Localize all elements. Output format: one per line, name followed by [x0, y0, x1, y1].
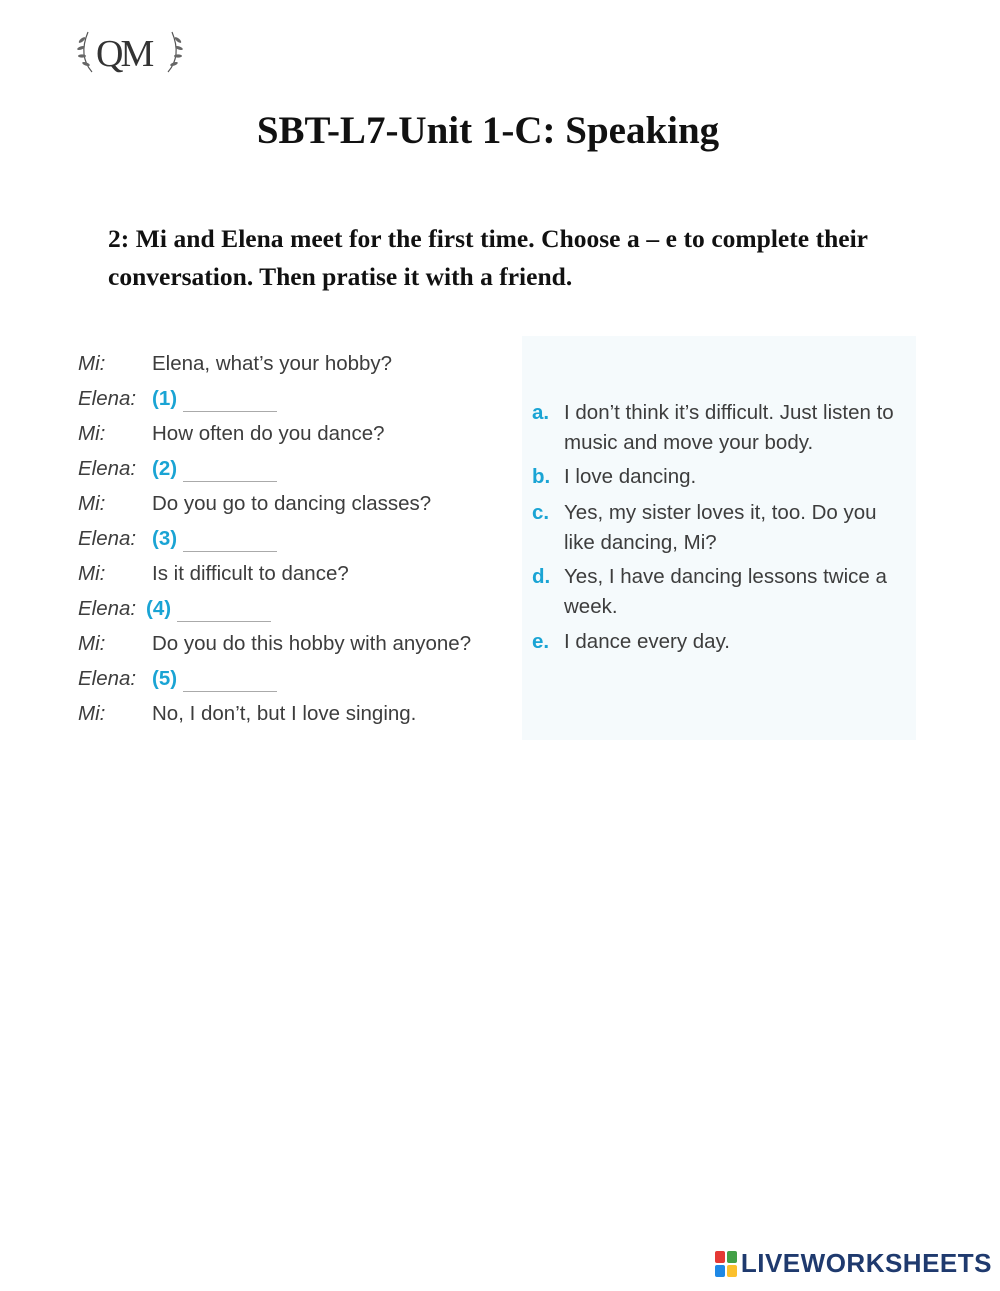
gap-number: (2) [152, 456, 178, 480]
speaker-label: Elena: [78, 386, 137, 410]
dialogue-text: Is it difficult to dance? [152, 561, 349, 585]
option-text: I dance every day. [564, 630, 730, 653]
dialogue-line [78, 591, 518, 626]
answer-blank-2[interactable] [183, 461, 277, 482]
dialogue-line [78, 626, 518, 661]
answer-blank-3[interactable] [183, 531, 277, 552]
dialogue-text: No, I don’t, but I love singing. [152, 701, 417, 725]
speaker-label: Elena: [78, 666, 137, 690]
dialogue-text: Do you go to dancing classes? [152, 491, 432, 515]
option-c [532, 498, 912, 558]
speaker-label: Elena: [78, 596, 137, 620]
logo-text: QM [96, 33, 152, 75]
gap-number: (3) [152, 526, 178, 550]
dialogue-text: Do you do this hobby with anyone? [152, 631, 472, 655]
answer-blank-1[interactable] [183, 391, 277, 412]
option-a [532, 398, 912, 458]
gap-number: (4) [146, 596, 172, 620]
dialogue-line [78, 696, 518, 731]
liveworksheets-icon [715, 1251, 737, 1277]
exercise-instruction: 2: Mi and Elena meet for the first time. Choose a – e to complete their conversation. Then pratise it with a friend. [108, 224, 868, 291]
gap-number: (5) [152, 666, 178, 690]
liveworksheets-logo [715, 1248, 992, 1279]
option-text: I don’t think it’s difficult. Just listen to music and move your body. [564, 401, 894, 454]
option-b [532, 462, 912, 492]
speaker-label: Mi: [78, 631, 106, 655]
speaker-label: Elena: [78, 526, 137, 550]
dialogue-text: How often do you dance? [152, 421, 385, 445]
option-text: I love dancing. [564, 465, 697, 488]
dialogue-line [78, 346, 518, 381]
options-box [522, 336, 916, 740]
speaker-label: Mi: [78, 561, 106, 585]
gap-number: (1) [152, 386, 178, 410]
option-text: Yes, my sister loves it, too. Do you like dancing, Mi? [564, 501, 877, 554]
dialogue-line [78, 556, 518, 591]
option-letter: e. [532, 630, 550, 653]
brand-text: LIVEWORKSHEETS [740, 1248, 992, 1278]
option-e [532, 627, 912, 657]
dialogue-line [78, 486, 518, 521]
answer-blank-5[interactable] [183, 671, 277, 692]
speaker-label: Mi: [78, 351, 106, 375]
dialogue-line [78, 521, 518, 556]
speaker-label: Mi: [78, 701, 106, 725]
option-letter: a. [532, 401, 550, 424]
option-d [532, 562, 912, 622]
page-title: SBT-L7-Unit 1-C: Speaking [256, 109, 720, 152]
dialogue-text: Elena, what’s your hobby? [152, 351, 393, 375]
option-letter: c. [532, 501, 550, 524]
conversation [78, 346, 518, 731]
dialogue-line [78, 381, 518, 416]
qm-logo [74, 26, 186, 78]
option-letter: d. [532, 565, 551, 588]
dialogue-line [78, 661, 518, 696]
option-letter: b. [532, 465, 551, 488]
speaker-label: Mi: [78, 421, 106, 445]
answer-blank-4[interactable] [177, 601, 271, 622]
dialogue-line [78, 451, 518, 486]
speaker-label: Mi: [78, 491, 106, 515]
dialogue-line [78, 416, 518, 451]
option-text: Yes, I have dancing lessons twice a week. [564, 565, 887, 618]
speaker-label: Elena: [78, 456, 137, 480]
